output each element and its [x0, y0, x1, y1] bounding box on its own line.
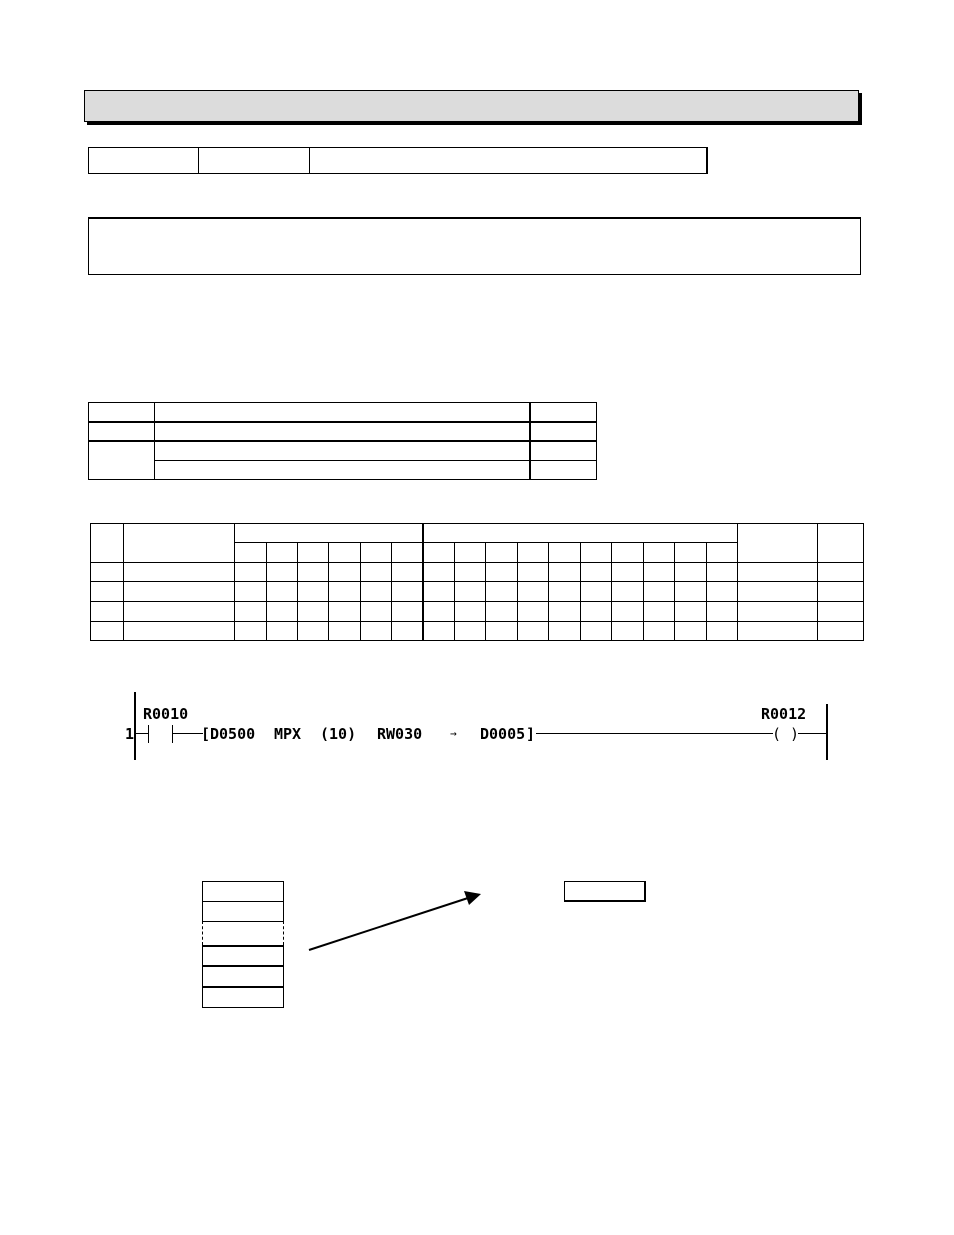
instruction-op: MPX — [274, 725, 302, 743]
source-word-0 — [202, 881, 284, 902]
instruction-count: (10) — [320, 725, 357, 743]
header-cell-1 — [88, 147, 199, 174]
instruction-index: RW030 — [377, 725, 423, 743]
source-word-n-1 — [202, 966, 284, 987]
source-word-n — [202, 987, 284, 1008]
destination-word — [564, 881, 646, 902]
transfer-arrow — [300, 885, 490, 957]
contact-label: R0010 — [143, 705, 189, 723]
coil-label: R0012 — [761, 705, 807, 723]
rung-number: 1 — [125, 725, 135, 743]
section-title-bar — [84, 90, 859, 122]
rung-wire — [536, 733, 773, 734]
instruction-source: D0500 — [210, 725, 256, 743]
instruction-dest: D0005 — [480, 725, 526, 743]
source-word-n-2 — [202, 945, 284, 966]
left-power-rail — [134, 692, 136, 760]
instruction-arrow: → — [450, 727, 457, 740]
instruction-close-bracket: ] — [526, 725, 536, 743]
header-cell-2 — [198, 147, 310, 174]
source-gap — [202, 921, 284, 945]
instruction-open-bracket: [ — [201, 725, 211, 743]
right-power-rail — [826, 704, 828, 760]
description-box — [88, 217, 861, 275]
contact-symbol — [135, 725, 205, 743]
header-cell-3 — [309, 147, 708, 174]
coil-wire-out — [798, 733, 826, 734]
source-word-1 — [202, 901, 284, 922]
coil-symbol: ( ) — [772, 725, 800, 743]
